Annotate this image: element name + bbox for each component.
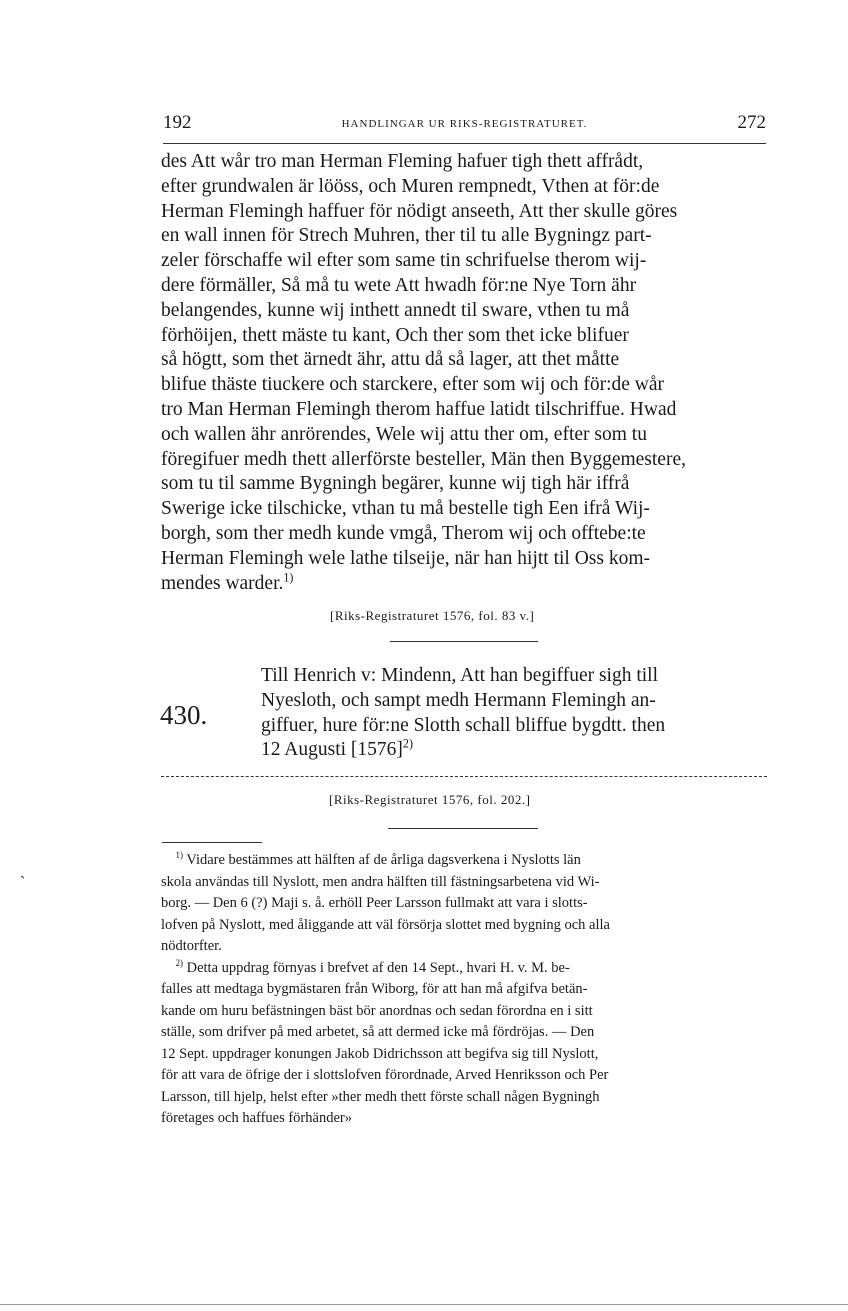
footnote-text: Vidare bestämmes att hälften af de årliga dagsverkena i Nyslotts län skola användas till Nyslott, men andra hälften till fästningsarbetena vid Wi- borg. — Den 6 (?) Maji s. å. erhöll Peer Larsson fullmakt att vara i slotts- lofven på Nyslott, med åliggande att väl försörja slottet med bygning och alla nödtorfter.	[161, 852, 610, 954]
running-header	[163, 112, 766, 142]
letter-body-text: des Att wår tro man Herman Fleming hafuer tigh thett affrådt, efter grundwalen är lööss, och Muren rempnedt, Vthen at för:de Herman Flemingh haffuer för nödigt anseeth, Att ther skulle göres en wall innen för Strech Muhren, ther til tu alle Bygningz part- zeler förschaffe wil efter som same tin schrifuelse therom wij- dere förmäller, Så må tu wete Att hwadh för:ne Nye Torn ähr belangendes, kunne wij inthett annedt til sware, vthen tu må förhöijen, thett mäste tu kant, Och ther som thet icke blifuer så högtt, som thet ärnedt ähr, attu då så lager, att thet måtte blifue thäste tiuckere och starckere, efter som wij och för:de wår tro Man Herman Flemingh therom haffue latidt tilschriffue. Hwad och wallen ähr anrörendes, Wele wij attu ther om, efter som tu föregifuer medh thett allerförste besteller, Män then Byggemestere, som tu til samme Bygningh begärer, kunne wij tigh här iffrå Swerige icke tilschicke, vthan tu må bestelle tigh Een ifrå Wij- borgh, som ther medh kunde vmgå, Therom wij och offtebe:te Herman Flemingh wele lathe tilseije, när han hijtt til Oss kom- mendes warder.	[161, 151, 686, 594]
footnote-text: Detta uppdrag förnyas i brefvet af den 14 Sept., hvari H. v. M. be- falles att medtaga bygmästaren från Wiborg, för att han må afgifva betän- kande om huru befästningen bäst bör anordnas och sedan förordna en i sitt ställe, som drifver på med arbetet, så att dermed icke må fördröjas. — Den 12 Sept. uppdrager konungen Jakob Didrichsson att begifva sig till Nyslott, för att vara de öfrige der i slottslofven förordnade, Arved Henriksson och Per Larsson, till hjelp, helst efter »ther medh thett förste schall någen Bygningh företages och haffues förhänder»	[161, 959, 609, 1126]
footnote-1	[161, 850, 767, 958]
footnote-mark: 1)	[175, 850, 183, 861]
document-heading	[261, 664, 767, 763]
margin-mark: ˏ	[20, 862, 26, 879]
document-number: 430.	[160, 700, 208, 730]
footnote-ref-2: 2)	[402, 736, 413, 751]
footnote-2	[161, 958, 767, 1130]
section-rule-2	[388, 828, 538, 829]
source-citation-2: [Riks-Registraturet 1576, fol. 202.]	[329, 792, 531, 807]
header-rule	[163, 143, 766, 144]
footnotes	[161, 850, 767, 1130]
footnote-ref-1: 1)	[283, 570, 294, 585]
source-citation-1: [Riks-Registraturet 1576, fol. 83 v.]	[330, 608, 535, 623]
page-number-left: 192	[163, 112, 192, 133]
footnote-mark: 2)	[175, 957, 183, 968]
letter-body	[161, 150, 767, 596]
footnote-rule	[162, 842, 262, 843]
document-heading-text: Till Henrich v: Mindenn, Att han begiffuer sigh till Nyesloth, och sampt medh Hermann Flemingh an- giffuer, hure för:ne Slotth schall bliffue bygdtt. then 12 Augusti [1576]	[261, 665, 666, 761]
page-bottom-edge	[0, 1304, 848, 1305]
section-rule-1	[390, 641, 538, 642]
dashed-rule	[161, 776, 767, 777]
running-title: HANDLINGAR UR RIKS-REGISTRATURET.	[341, 118, 588, 130]
page-number-right: 272	[737, 112, 766, 133]
